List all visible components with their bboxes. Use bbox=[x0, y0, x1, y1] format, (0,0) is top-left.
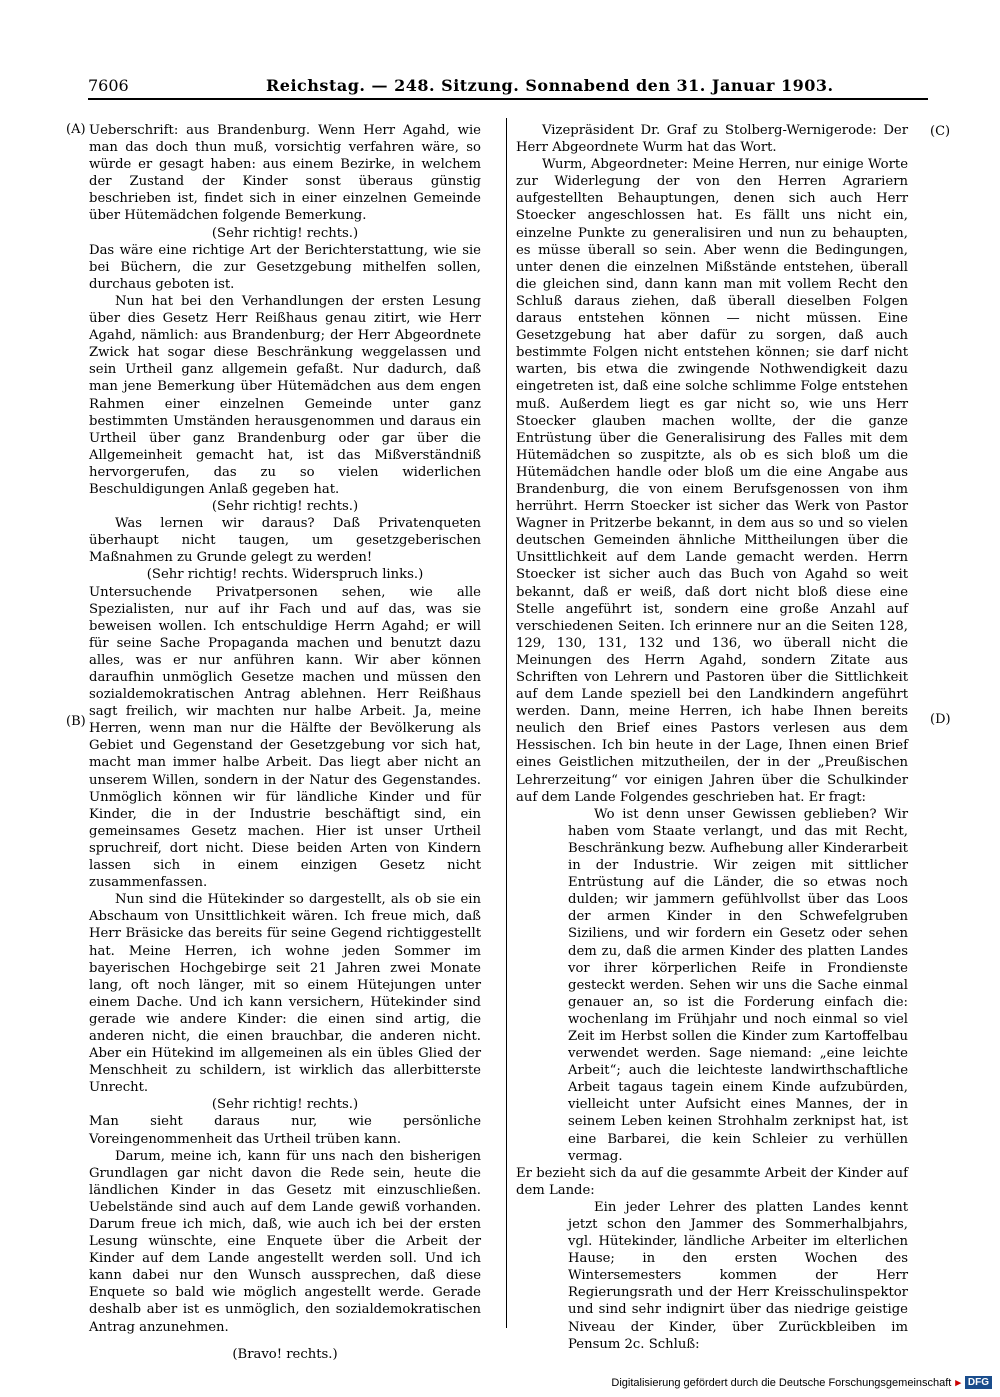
speaker-paragraph: Vizepräsident Dr. Graf zu Stolberg-Wernigerode: Der Herr Abgeordnete Wurm hat das Wort. bbox=[516, 123, 908, 156]
page-header bbox=[88, 76, 928, 100]
right-column bbox=[516, 122, 908, 1353]
interjection: (Sehr richtig! rechts.) bbox=[211, 1097, 359, 1113]
column-divider bbox=[506, 118, 507, 1328]
paragraph: Nun hat bei den Verhandlungen der ersten Lesung über dies Gesetz Herr Reißhaus genau zitirt, wie Herr Agahd, nämlich: aus Brandenburg; der Herr Abgeordnete Zwick hat sogar diese Beschränkung weggelassen und sein Urtheil ganz allgemein gefaßt. Nur dadurch, daß man jene Bemerkung über Hütemädchen aus dem engen Rahmen einer einzelnen Gemeinde unter ganz bestimmten Umständen herausgenommen und daraus ein Urtheil über ganz Brandenburg oder gar über die Allgemeinheit gemacht hat, ist das Mißverständniß hervorgerufen, das zu so vielen widerlichen Beschuldigungen Anlaß gegeben hat. bbox=[89, 293, 481, 497]
block-quote: Wo ist denn unser Gewissen geblieben? Wir haben vom Staate verlangt, und das mit Recht, Beschränkung bezw. Aufhebung aller Kinderarbeit in der Industrie. Wir zeigen mit sittlicher Entrüstung auf die Länder, die so etwas noch dulden; wir jammern gefühlvollst über das Loos der armen Kinder in den Schwefelgruben Siziliens, und wir fordern ein Gesetz oder sehen dem zu, daß die armen Kinder des platten Landes vor ihrer körperlichen Reife in Frondienste gesteckt werden. Sehen wir uns die Sache einmal genauer an, so ist die Forderung einfach die: wochenlang im Frühjahr und noch einmal so viel Zeit im Herbst sollen die Kinder zum Kartoffelbau verwendet werden. Sage niemand: „eine leichte Arbeit“; auch die leichteste landwirthschaftliche Arbeit tagaus tagein einem Kinde aufzubürden, vielleicht unter Aufsicht eines Mannes, der in seinem Leben keinen Strohhalm zerknipst hat, ist eine Barbarei, die kein Schleier zu verhüllen vermag. bbox=[568, 806, 908, 1164]
paragraph: Darum, meine ich, kann für uns nach den bisherigen Grundlagen gar nicht davon die Rede sein, heute die ländlichen Kinder in das Gesetz mit einzuschließen. Uebelstände sind auch auf dem Lande gewiß vorhanden. Darum freue ich mich, daß, wie auch ich bei der ersten Lesung wünschte, eine Enquete über die Arbeit der Kinder auf dem Lande angestellt werden soll. Und ich kann dabei nur den Wunsch aussprechen, daß diese Enquete so bald wie möglich angestellt werde. Gerade deshalb aber ist es unmöglich, den sozialdemokratischen Antrag anzunehmen. bbox=[89, 1148, 481, 1335]
paragraph: Nun sind die Hütekinder so dargestellt, als ob sie ein Abschaum von Unsittlichkeit wären. Ich freue mich, daß Herr Bräsicke das bereits für seine Gegend richtiggestellt hat. Meine Herren, ich wohne jeden Sommer im bayerischen Hochgebirge seit 21 Jahren zwei Monate lang, oft noch länger, mit so einem Hütejungen unter einem Dache. Und ich kann versichern, Hütekinder sind gerade wie andere Kinder: die einen sind artig, die anderen nicht, die einen brauchbar, die anderen nicht. Aber ein Hütekind im allgemeinen als ein übles Glied der Menschheit zu schildern, ist wirklich das allerbitterste Unrecht. bbox=[89, 892, 481, 1096]
dfg-logo-mark: ▸ bbox=[955, 1377, 961, 1389]
left-column bbox=[89, 122, 481, 1363]
paragraph: Man sieht daraus nur, wie persönliche Voreingenommenheit das Urtheil trüben kann. bbox=[89, 1114, 481, 1147]
running-title: Reichstag. — 248. Sitzung. Sonnabend den 31. Januar 1903. bbox=[266, 76, 834, 95]
paragraph: Untersuchende Privatpersonen sehen, wie alle Spezialisten, nur auf ihr Fach und auf das, was sie beweisen wollen. Ich entschuldige Herrn Agahd; er will für seine Sache Propaganda machen und benutzt dazu alles, was er nur anführen kann. Wir aber können daraufhin unmöglich Gesetze machen und müssen den sozialdemokratischen Antrag ablehnen. Herr Reißhaus sagt freilich, wir machten nur halbe Arbeit. Ja, meine Herren, wenn man nur die Hälfte der Bevölkerung als Gebiet und Gegenstand der Gesetzgebung vor sich hat, macht man immer halbe Arbeit. Das liegt aber nicht an unserem Willen, sondern in der Natur des Gegenstandes. Unmöglich können wir für ländliche Kinder und für Kinder, die in der Industrie beschäftigt sind, ein gemeinsames Gesetz machen. Hier ist unser Urtheil spruchreif, dort nicht. Diese beiden Arten von Kindern lassen sich in einem einzigen Gesetz nicht zusammenfassen. bbox=[89, 584, 481, 891]
margin-mark-d: (D) bbox=[930, 712, 951, 727]
margin-mark-b: (B) bbox=[66, 714, 86, 729]
credit-text: Digitalisierung gefördert durch die Deutsche Forschungsgemeinschaft bbox=[611, 1376, 952, 1389]
paragraph: Das wäre eine richtige Art der Berichterstattung, wie sie bei Büchern, die zur Gesetzgebung mithelfen sollen, durchaus geboten ist. bbox=[89, 242, 481, 292]
block-quote: Ein jeder Lehrer des platten Landes kennt jetzt schon den Jammer des Sommerhalbjahrs, vgl. Hütekinder, ländliche Arbeiter im elterlichen Hause; in den ersten Wochen des Wintersemesters kommen der Herr Regierungsrath und der Herr Kreisschulinspektor und sind sehr indignirt über das niedrige geistige Niveau der Kinder, über Zurückbleiben im Pensum 2c. Schluß: bbox=[568, 1199, 908, 1352]
paragraph: Ueberschrift: aus Brandenburg. Wenn Herr Agahd, wie man das doch thun muß, vorsichtig verfahren wäre, so würde er gesagt haben: aus einem Bezirke, in welchem der Zustand der Kinder sonst überaus günstig beschrieben ist, findet sich in einer einzelnen Gemeinde über Hütemädchen folgende Bemerkung. bbox=[89, 123, 481, 224]
interjection: (Bravo! rechts.) bbox=[232, 1346, 338, 1362]
digitization-credit bbox=[611, 1376, 992, 1389]
margin-mark-c: (C) bbox=[930, 124, 951, 139]
interjection: (Sehr richtig! rechts.) bbox=[211, 225, 359, 241]
interjection: (Sehr richtig! rechts.) bbox=[211, 499, 359, 515]
margin-mark-a: (A) bbox=[66, 122, 86, 137]
interjection: (Sehr richtig! rechts. Widerspruch links.) bbox=[146, 567, 424, 583]
dfg-logo: DFG bbox=[965, 1376, 992, 1389]
paragraph: Was lernen wir daraus? Daß Privatenqueten überhaupt nicht taugen, um gesetzgeberischen Maßnahmen zu Grunde gelegt zu werden! bbox=[89, 516, 481, 566]
speech-paragraph: Wurm, Abgeordneter: Meine Herren, nur einige Worte zur Widerlegung der von den Herren Agrariern aufgestellten Behauptungen, denen sich auch Herr Stoecker angeschlossen hat. Es fällt uns nicht ein, einzelne Punkte zu generalisiren und nun zu behaupten, es müsse überall so sein. Aber wenn die Bedingungen, unter denen die einzelnen Mißstände entstehen, überall die gleichen sind, dann kann man mit vollem Recht den Schluß daraus ziehen, daß überall dieselben Folgen daraus entstehen können — nicht müssen. Eine Gesetzgebung hat aber dafür zu sorgen, daß auch bestimmte Folgen nicht entstehen können; sie darf nicht warten, bis etwa die zwingende Nothwendigkeit dazu eingetreten ist, daß eine solche schlimme Folge entstehen muß. Außerdem liegt es gar nicht so, wie uns Herr Stoecker glauben machen wollte, der die ganze Entrüstung über die Generalisirung des Falles mit dem Hütemädchen so zuspitzte, als ob es sich bloß um die Hütemädchen handle oder bloß um die eine Angabe aus Brandenburg, die von einem Berufsgenossen von ihm herrührt. Herrn Stoecker ist sicher das Werk von Pastor Wagner in Pritzerbe bekannt, in dem aus so und so vielen deutschen Gemeinden ähnliche Mittheilungen über die Unsittlichkeit auf dem Lande gemacht werden. Herrn Stoecker ist sicher auch das Buch von Agahd so weit bekannt, daß er weiß, daß dort nicht bloß diese eine Stelle angeführt ist, sondern eine große Anzahl auf verschiedenen Seiten. Ich erinnere nur an die Seiten 128, 129, 130, 131, 132 und 136, wo überall nicht die Meinungen des Herrn Agahd, sondern Zitate aus Schriften von Lehrern und Pastoren über die Sittlichkeit auf dem Lande speziell bei den Landkindern angeführt werden. Dann, meine Herren, ich habe Ihnen bereits neulich den Brief eines Pastors verlesen aus dem Hessischen. Ich bin heute in der Lage, Ihnen einen Brief eines Geistlichen mitzutheilen, der in der „Preußischen Lehrerzeitung“ vor einigen Jahren über die Schulkinder auf dem Lande Folgendes geschrieben hat. Er fragt: bbox=[516, 157, 908, 805]
page-number: 7606 bbox=[88, 76, 129, 95]
paragraph: Er bezieht sich da auf die gesammte Arbeit der Kinder auf dem Lande: bbox=[516, 1165, 908, 1198]
